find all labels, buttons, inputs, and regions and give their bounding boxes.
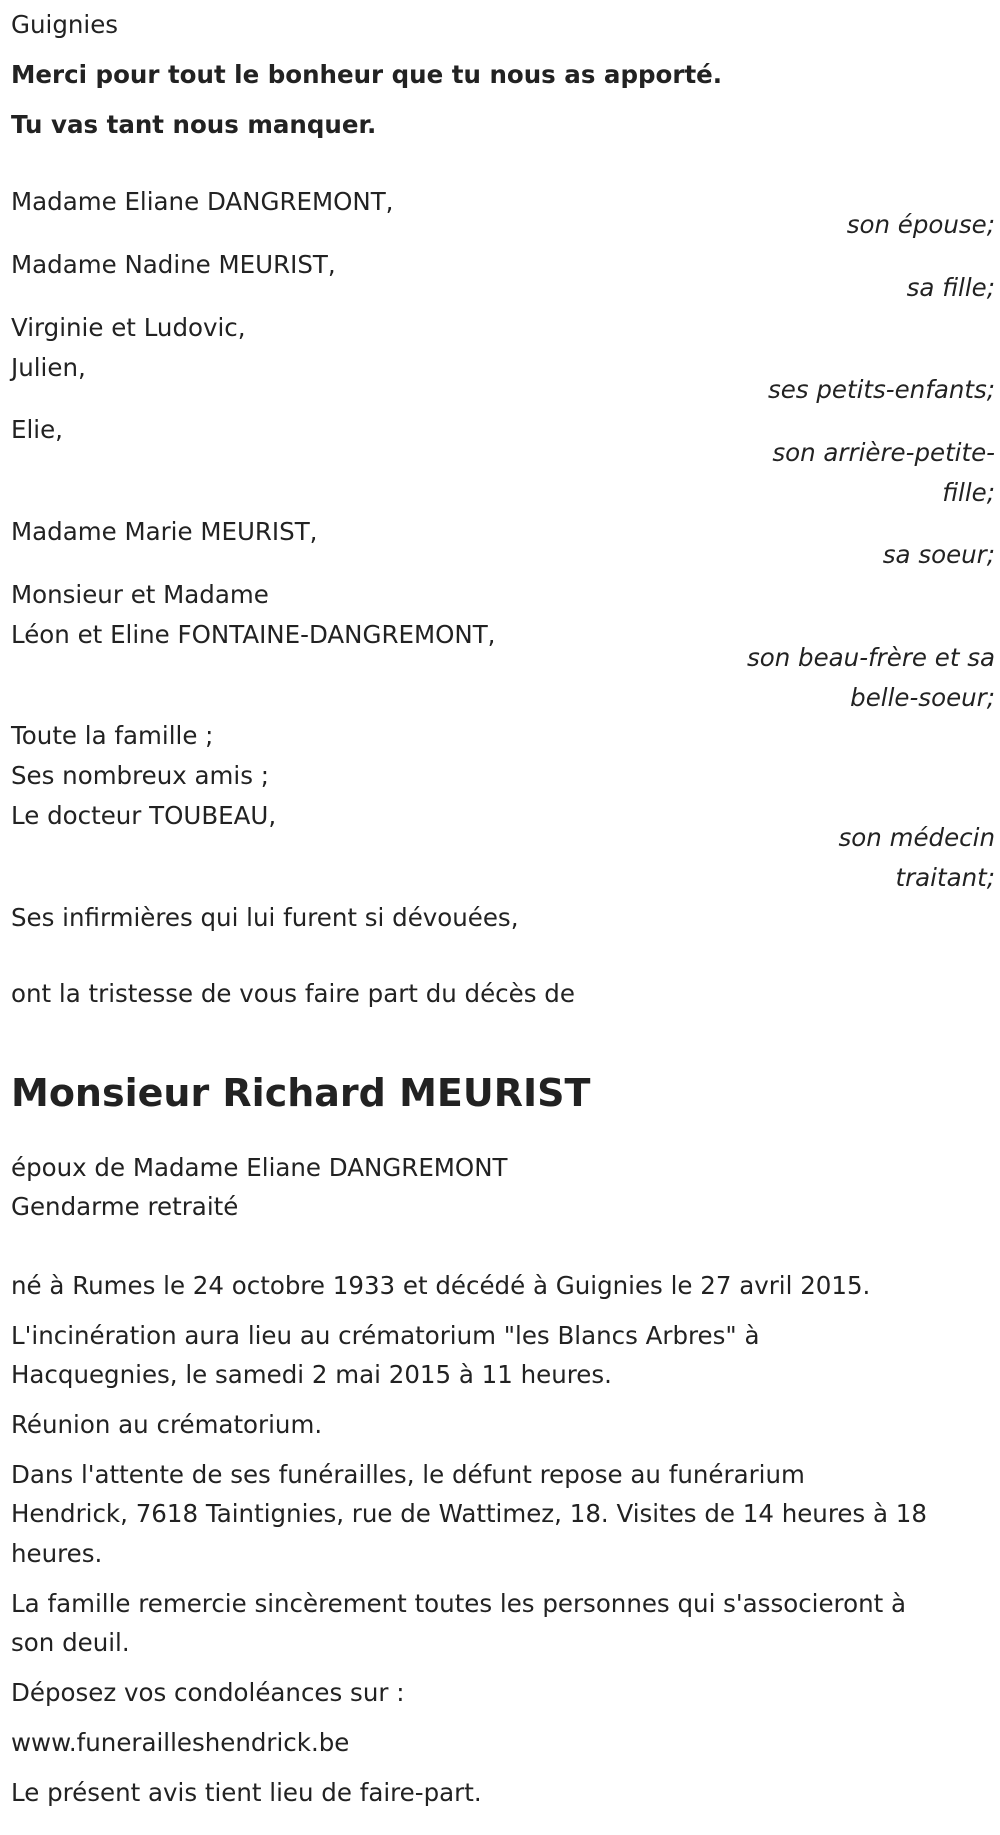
cremation-line-1: L'incinération aura lieu au crématorium "les Blancs Arbres" à bbox=[11, 1321, 760, 1350]
deceased-name: Monsieur Richard MEURIST bbox=[11, 1071, 591, 1115]
profession: Gendarme retraité bbox=[11, 1192, 239, 1221]
in-laws-name-1: Monsieur et Madame bbox=[11, 580, 269, 609]
great-grandchild-name: Elie, bbox=[11, 415, 63, 444]
grandchildren-role: ses petits-enfants; bbox=[767, 375, 995, 404]
grandchildren-name-1: Virginie et Ludovic, bbox=[11, 313, 246, 342]
thanks-line-1: La famille remercie sincèrement toutes les personnes qui s'associeront à bbox=[11, 1589, 907, 1618]
repose-line-2: Hendrick, 7618 Taintignies, rue de Wattimez, 18. Visites de 14 heures à 18 bbox=[11, 1499, 927, 1528]
spouse-role: son épouse; bbox=[846, 210, 995, 239]
tribute-line-1: Merci pour tout le bonheur que tu nous as apporté. bbox=[11, 60, 723, 89]
notice: Le présent avis tient lieu de faire-part. bbox=[11, 1778, 482, 1807]
place-name: Guignies bbox=[11, 10, 119, 39]
in-laws-role: son beau-frère et sa belle-soeur; bbox=[746, 643, 995, 712]
cremation-line-2: Hacquegnies, le samedi 2 mai 2015 à 11 heures. bbox=[11, 1360, 612, 1389]
nurses: Ses infirmières qui lui furent si dévouées, bbox=[11, 903, 519, 932]
daughter-role: sa fille; bbox=[906, 273, 995, 302]
in-laws-name-2: Léon et Eline FONTAINE-DANGREMONT, bbox=[11, 620, 496, 649]
spouse-of: époux de Madame Eliane DANGREMONT bbox=[11, 1153, 508, 1182]
daughter-name: Madame Nadine MEURIST, bbox=[11, 250, 336, 279]
whole-family: Toute la famille ; bbox=[11, 721, 214, 750]
tribute-line-2: Tu vas tant nous manquer. bbox=[11, 110, 377, 139]
grandchildren-name-2: Julien, bbox=[11, 353, 86, 382]
condolences: Déposez vos condoléances sur : bbox=[11, 1678, 405, 1707]
friends: Ses nombreux amis ; bbox=[11, 761, 270, 790]
reunion: Réunion au crématorium. bbox=[11, 1410, 323, 1439]
great-grandchild-role: son arrière-petite-fille; bbox=[772, 438, 995, 507]
repose-line-3: heures. bbox=[11, 1539, 103, 1568]
birth-death: né à Rumes le 24 octobre 1933 et décédé à Guignies le 27 avril 2015. bbox=[11, 1271, 871, 1300]
doctor-name: Le docteur TOUBEAU, bbox=[11, 801, 277, 830]
sister-name: Madame Marie MEURIST, bbox=[11, 517, 318, 546]
thanks-line-2: son deuil. bbox=[11, 1628, 130, 1657]
sister-role: sa soeur; bbox=[882, 540, 995, 569]
doctor-role: son médecin traitant; bbox=[838, 823, 995, 892]
repose-line-1: Dans l'attente de ses funérailles, le défunt repose au funérarium bbox=[11, 1460, 805, 1489]
website-link[interactable]: www.funerailleshendrick.be bbox=[11, 1728, 350, 1757]
announcement-intro: ont la tristesse de vous faire part du décès de bbox=[11, 979, 575, 1008]
spouse-name: Madame Eliane DANGREMONT, bbox=[11, 187, 394, 216]
